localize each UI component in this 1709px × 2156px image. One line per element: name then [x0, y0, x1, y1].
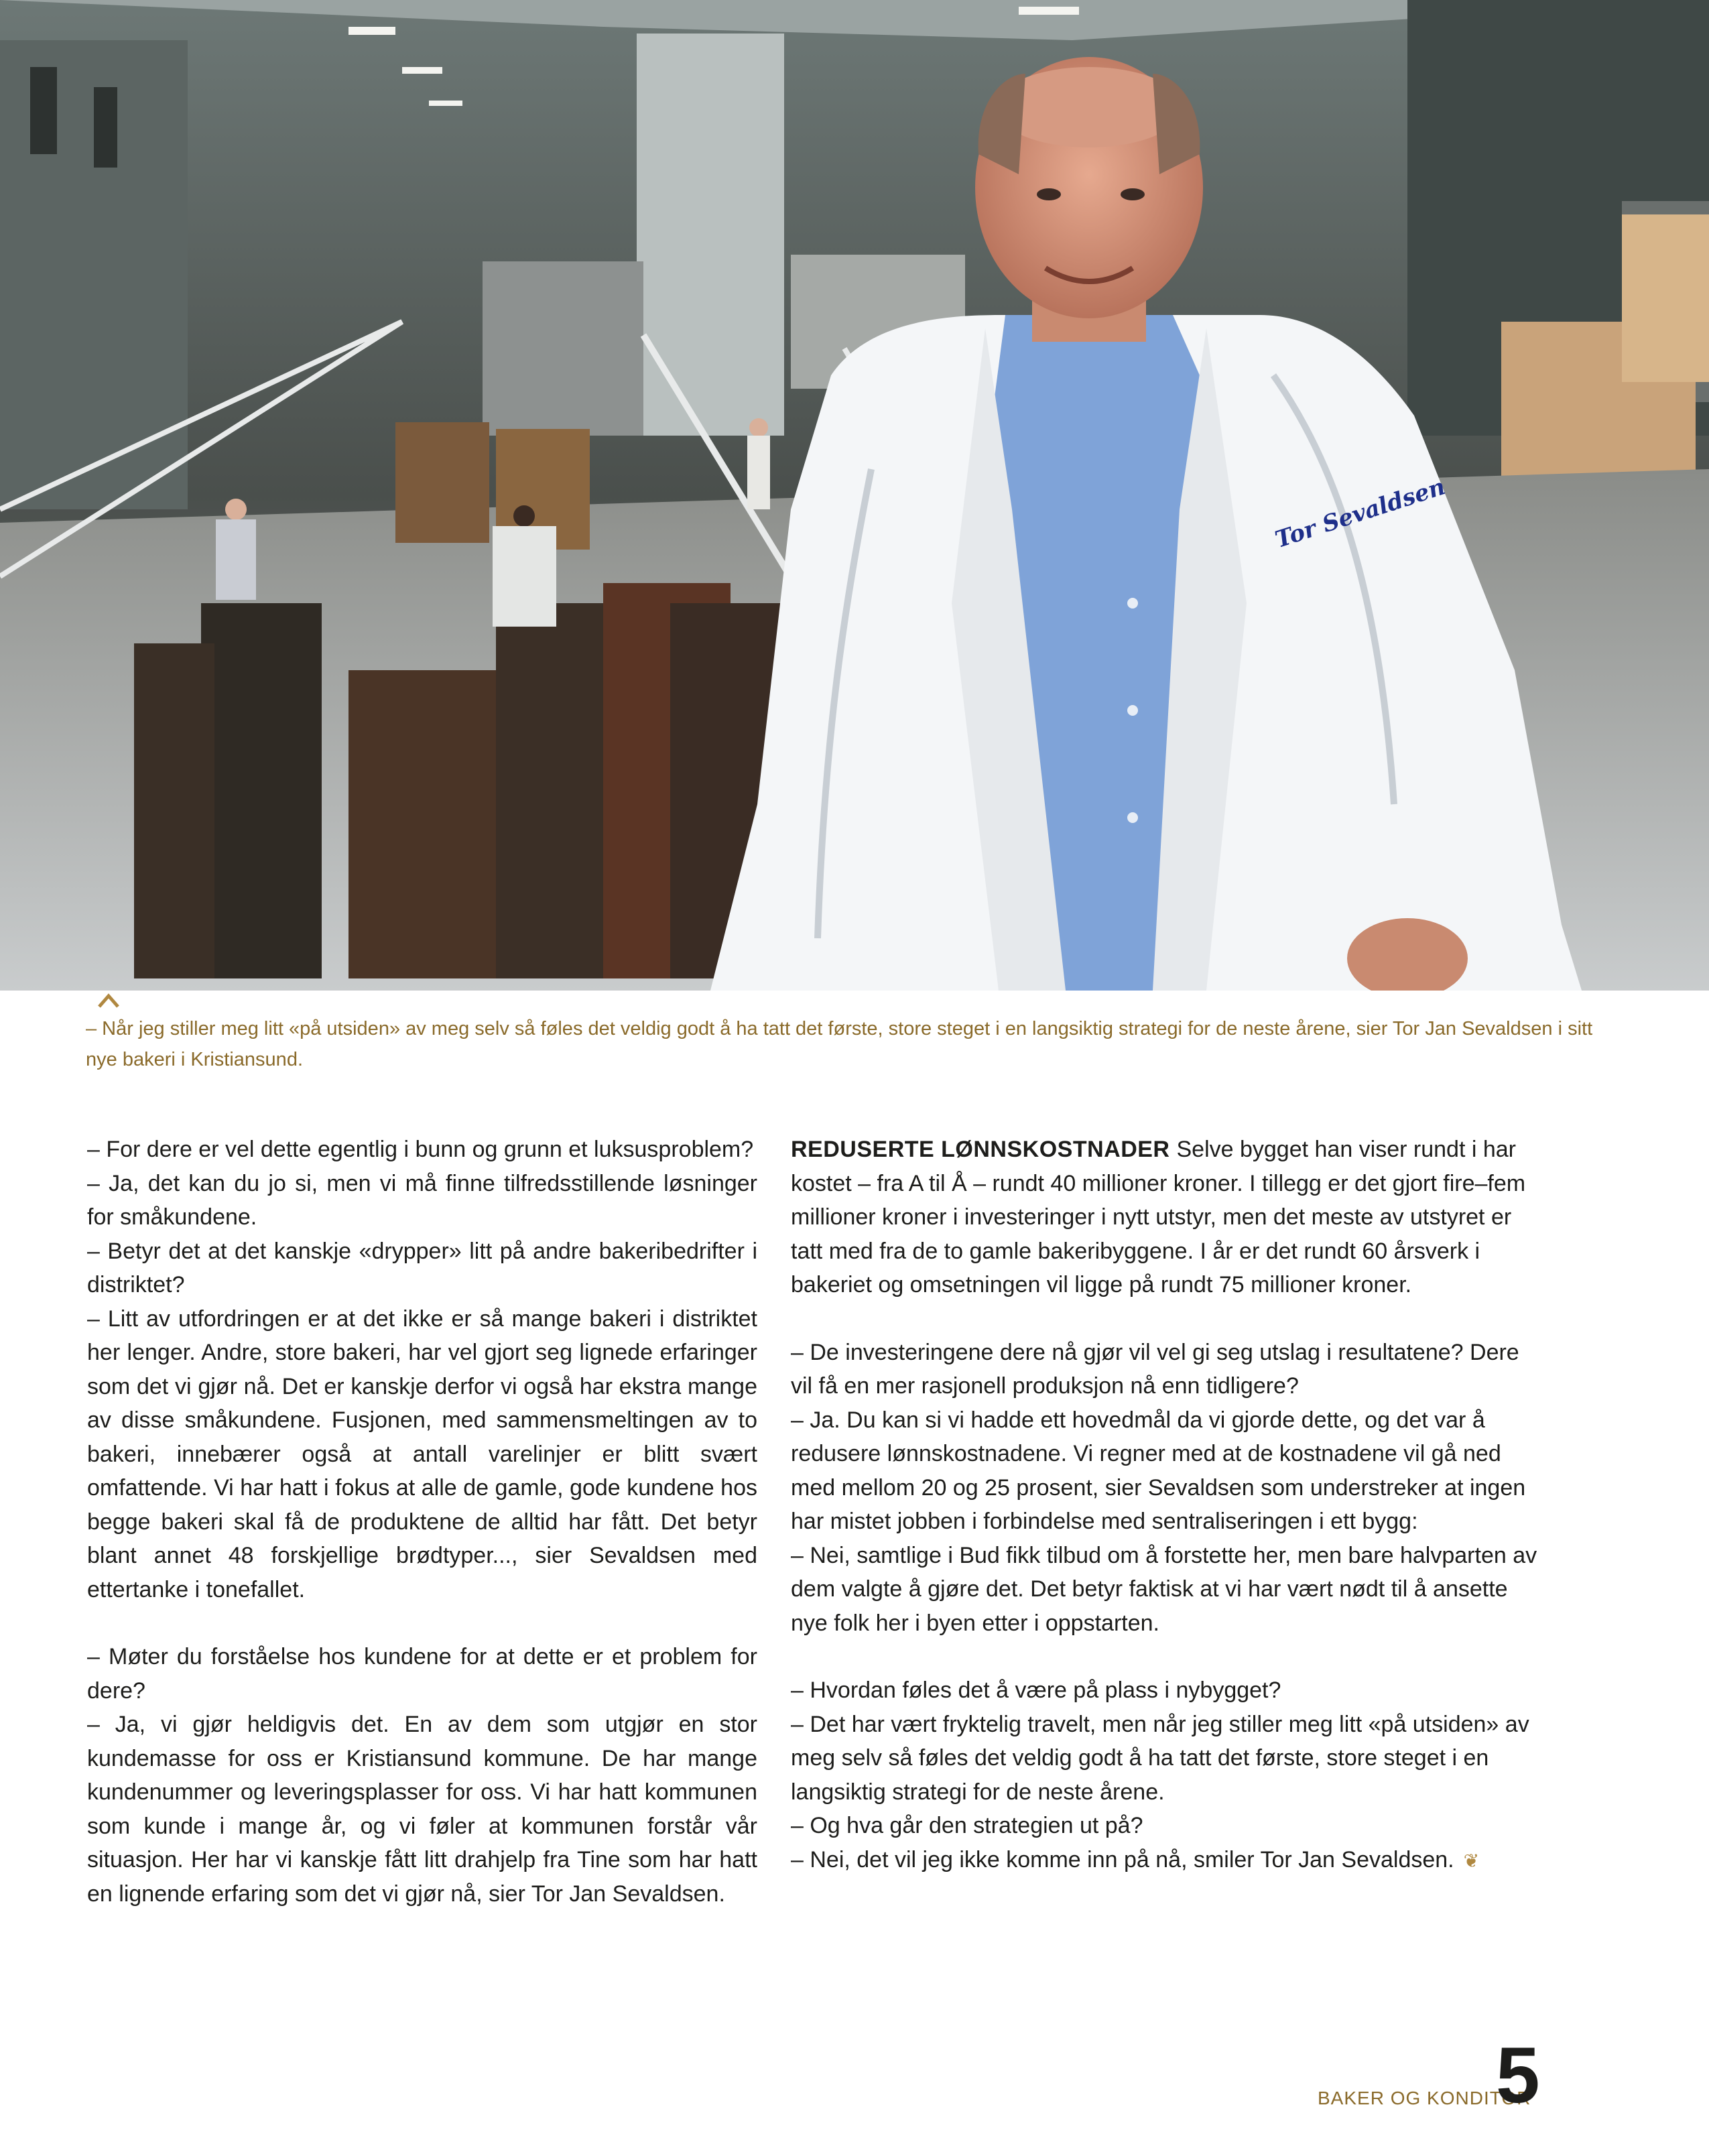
worker [513, 505, 535, 527]
page-number: 5 [1496, 2031, 1540, 2120]
ceiling-light [349, 27, 395, 35]
paragraph: – Betyr det at det kanskje «drypper» litt på andre bakeribedrifter i distriktet? [87, 1238, 757, 1297]
paragraph: – Ja. Du kan si vi hadde ett hovedmål da vi gjorde dette, og det var å redusere lønnskostnadene. Vi regner med at de kostnadene vil gå ned med mellom 20 og 25 prosent, sier Sevaldsen som understreker at ingen har mistet jobben i forbindelse med sentraliseringen i ett bygg: [791, 1407, 1526, 1534]
photo-caption: – Når jeg stiller meg litt «på utsiden» av meg selv så føles det veldig godt å ha tatt det første, store steget i en langsiktig strategi for de neste årene, sier Tor Jan Sevaldsen i sitt nye bakeri i Kristiansund. [86, 1018, 1593, 1070]
worker [225, 499, 247, 520]
paragraph: – Nei, samtlige i Bud fikk tilbud om å forstette her, men bare halvparten av dem valgte å gjøre det. Det betyr faktisk at vi har vært nødt til å ansette nye folk her i byen etter i oppstarten. [791, 1542, 1537, 1636]
chevron-up-icon [95, 991, 122, 1009]
paragraph: – Litt av utfordringen er at det ikke er så mange bakeri i distriktet her lenger. Andre, store bakeri, har vel gjort seg lignede erfaringer som det vi gjør nå. Det er kanskje derfor vi også har ekstra mange av disse småkundene. Fusjonen, med sammensmeltingen av to bakeri, innebærer også at antall varelinjer er blitt svært omfattende. Vi har hatt i fokus at alle de gamle, gode kundene hos begge bakeri skal få de produktene de alltid har fått. Det betyr blant annet 48 forskjellige brødtyper..., sier Sevaldsen med ettertanke i tonefallet. [87, 1306, 757, 1602]
svg-text:Tor Sevaldsen: Tor Sevaldsen [1271, 473, 1449, 554]
ceiling-light [1019, 7, 1079, 15]
paragraph: – For dere er vel dette egentlig i bunn og grunn et luksusproblem? [87, 1137, 754, 1162]
paragraph: – Det har vært fryktelig travelt, men når jeg stiller meg litt «på utsiden» av meg selv så føles det veldig godt å ha tatt det første, store steget i en langsiktig strategi for de neste årene. [791, 1711, 1529, 1805]
ceiling-light [402, 67, 442, 74]
paragraph: – Ja, det kan du jo si, men vi må finne tilfredsstillende løsninger for småkundene. [87, 1170, 757, 1230]
paragraph: – Ja, vi gjør heldigvis det. En av dem som utgjør en stor kundemasse for oss er Kristiansund kommune. De har mange kundenummer og leveringsplasser for oss. Vi har hatt kommunen som kunde i mange år, og vi føler at kommunen forstår vår situasjon. Her har vi kanskje fått litt drahjelp fra Tine som har hatt en lignende erfaring som det vi gjør nå, sier Tor Jan Sevaldsen. [87, 1712, 757, 1907]
paragraph [791, 1133, 1545, 1302]
paragraph [791, 1843, 1545, 1879]
paragraph: – Hvordan føles det å være på plass i nybygget? [791, 1677, 1281, 1703]
paragraph: – Og hva går den strategien ut på? [791, 1813, 1143, 1838]
ornament-end-icon: ❦ [1463, 1850, 1480, 1871]
paragraph: – De investeringene dere nå gjør vil vel gi seg utslag i resultatene? Dere vil få en mer rasjonell produksjon nå enn tidligere? [791, 1339, 1519, 1399]
section-heading: REDUSERTE LØNNSKOSTNADER [791, 1137, 1170, 1162]
hero-photo [0, 0, 1709, 991]
ceiling-light [429, 101, 462, 106]
left-column [87, 1133, 757, 1911]
bakery-photo-illustration [0, 0, 1709, 991]
worker [749, 418, 768, 437]
right-column [791, 1133, 1545, 1878]
paragraph-text: Selve bygget han viser rundt i har kostet – fra A til Å – rundt 40 millioner kroner. I tillegg er det gjort fire–fem millioner kroner i investeringer i nytt utstyr, men det meste av utstyret er tatt med fra de to gamle bakeribyggene. I år er det rundt 60 årsverk i bakeriet og omsetningen vil ligge på rundt 75 millioner kroner. [791, 1137, 1526, 1297]
magazine-name: BAKER OG KONDITOR [1318, 2088, 1531, 2108]
paragraph: – Møter du forståelse hos kundene for at dette er et problem for dere? [87, 1644, 757, 1704]
paragraph-text: – Nei, det vil jeg ikke komme inn på nå, smiler Tor Jan Sevaldsen. [791, 1846, 1454, 1873]
